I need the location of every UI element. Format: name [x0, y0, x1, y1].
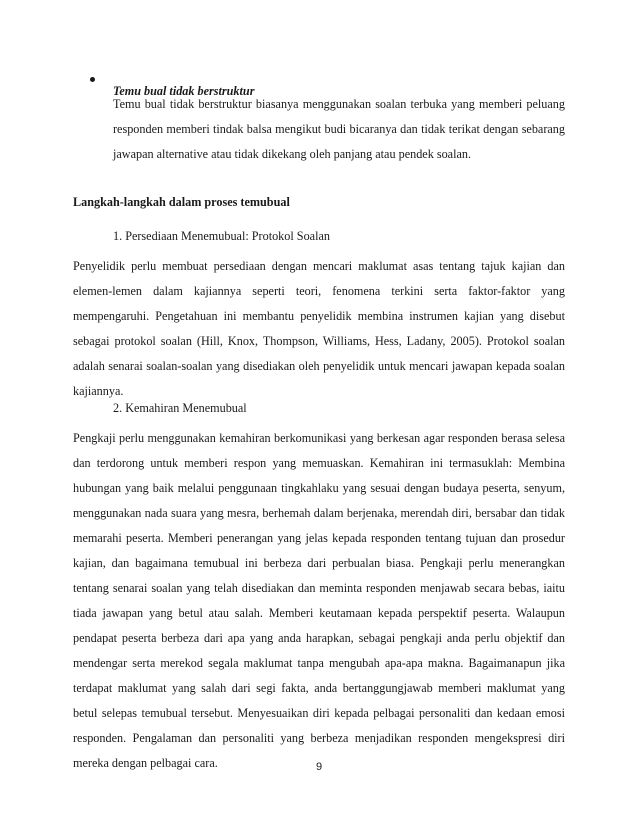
bullet-title: Temu bual tidak berstruktur — [113, 84, 255, 99]
page-number: 9 — [315, 761, 323, 773]
bullet-body: Temu bual tidak berstruktur biasanya menggunakan soalan terbuka yang memberi peluang responden memberi tindak balsa mengikut budi bicaranya dan tidak terikat dengan sebarang jawapan alternative atau tidak dikekang oleh panjang atau pendek soalan. — [113, 97, 565, 161]
bullet-point-icon — [90, 77, 95, 82]
subsection-heading-1: 1. Persediaan Menemubual: Protokol Soalan — [113, 229, 330, 243]
section-heading: Langkah-langkah dalam proses temubual — [73, 195, 290, 209]
subsection-body-2: Pengkaji perlu menggunakan kemahiran berkomunikasi yang berkesan agar responden berasa selesa dan terdorong untuk memberi respon yang memuaskan. Kemahiran ini termasuklah: Membina hubungan yang baik melalui penggunaan tingkahlaku yang sesuai dengan budaya peserta, senyum, menggunakan nada suara yang mesra, berhemah dalam berjenaka, merendah diri, bersabar dan tidak memarahi peserta. Memberi penerangan yang jelas kepada responden tentang tujuan dan prosedur kajian, dan bagaimana temubual ini berbeza dari perbualan biasa. Pengkaji perlu menerangkan tentang senarai soalan yang telah disediakan dan meminta responden menjawab secara bebas, iaitu tiada jawapan yang betul atau salah. Memberi keutamaan kepada perspektif peserta. Walaupun pendapat peserta berbeza dari apa yang anda harapkan, sebagai pengkaji anda perlu objektif dan mendengar serta merekod segala maklumat tanpa mengubah apa-apa makna. Bagaimanapun jika terdapat maklumat yang salah dari segi fakta, anda bertanggungjawab memberi maklumat yang betul selepas temubual tersebut. Menyesuaikan diri kepada pelbagai personaliti dan kedaan emosi responden. Pengalaman dan personaliti yang berbeza menjadikan responden mengekspresi diri mereka dengan pelbagai cara. — [73, 431, 565, 770]
subsection-heading-2: 2. Kemahiran Menemubual — [113, 401, 247, 415]
subsection-body-1: Penyelidik perlu membuat persediaan dengan mencari maklumat asas tentang tajuk kajian dan elemen-lemen dalam kajiannya seperti teori, fenomena terkini serta faktor-faktor yang mempengaruhi. Pengetahuan ini membantu penyelidik membina instrumen kajian yang disebut sebagai protokol soalan (Hill, Knox, Thompson, Williams, Hess, Ladany, 2005). Protokol soalan adalah senarai soalan-soalan yang disediakan oleh penyelidik untuk mencari jawapan kepada soalan kajiannya. — [73, 259, 565, 398]
